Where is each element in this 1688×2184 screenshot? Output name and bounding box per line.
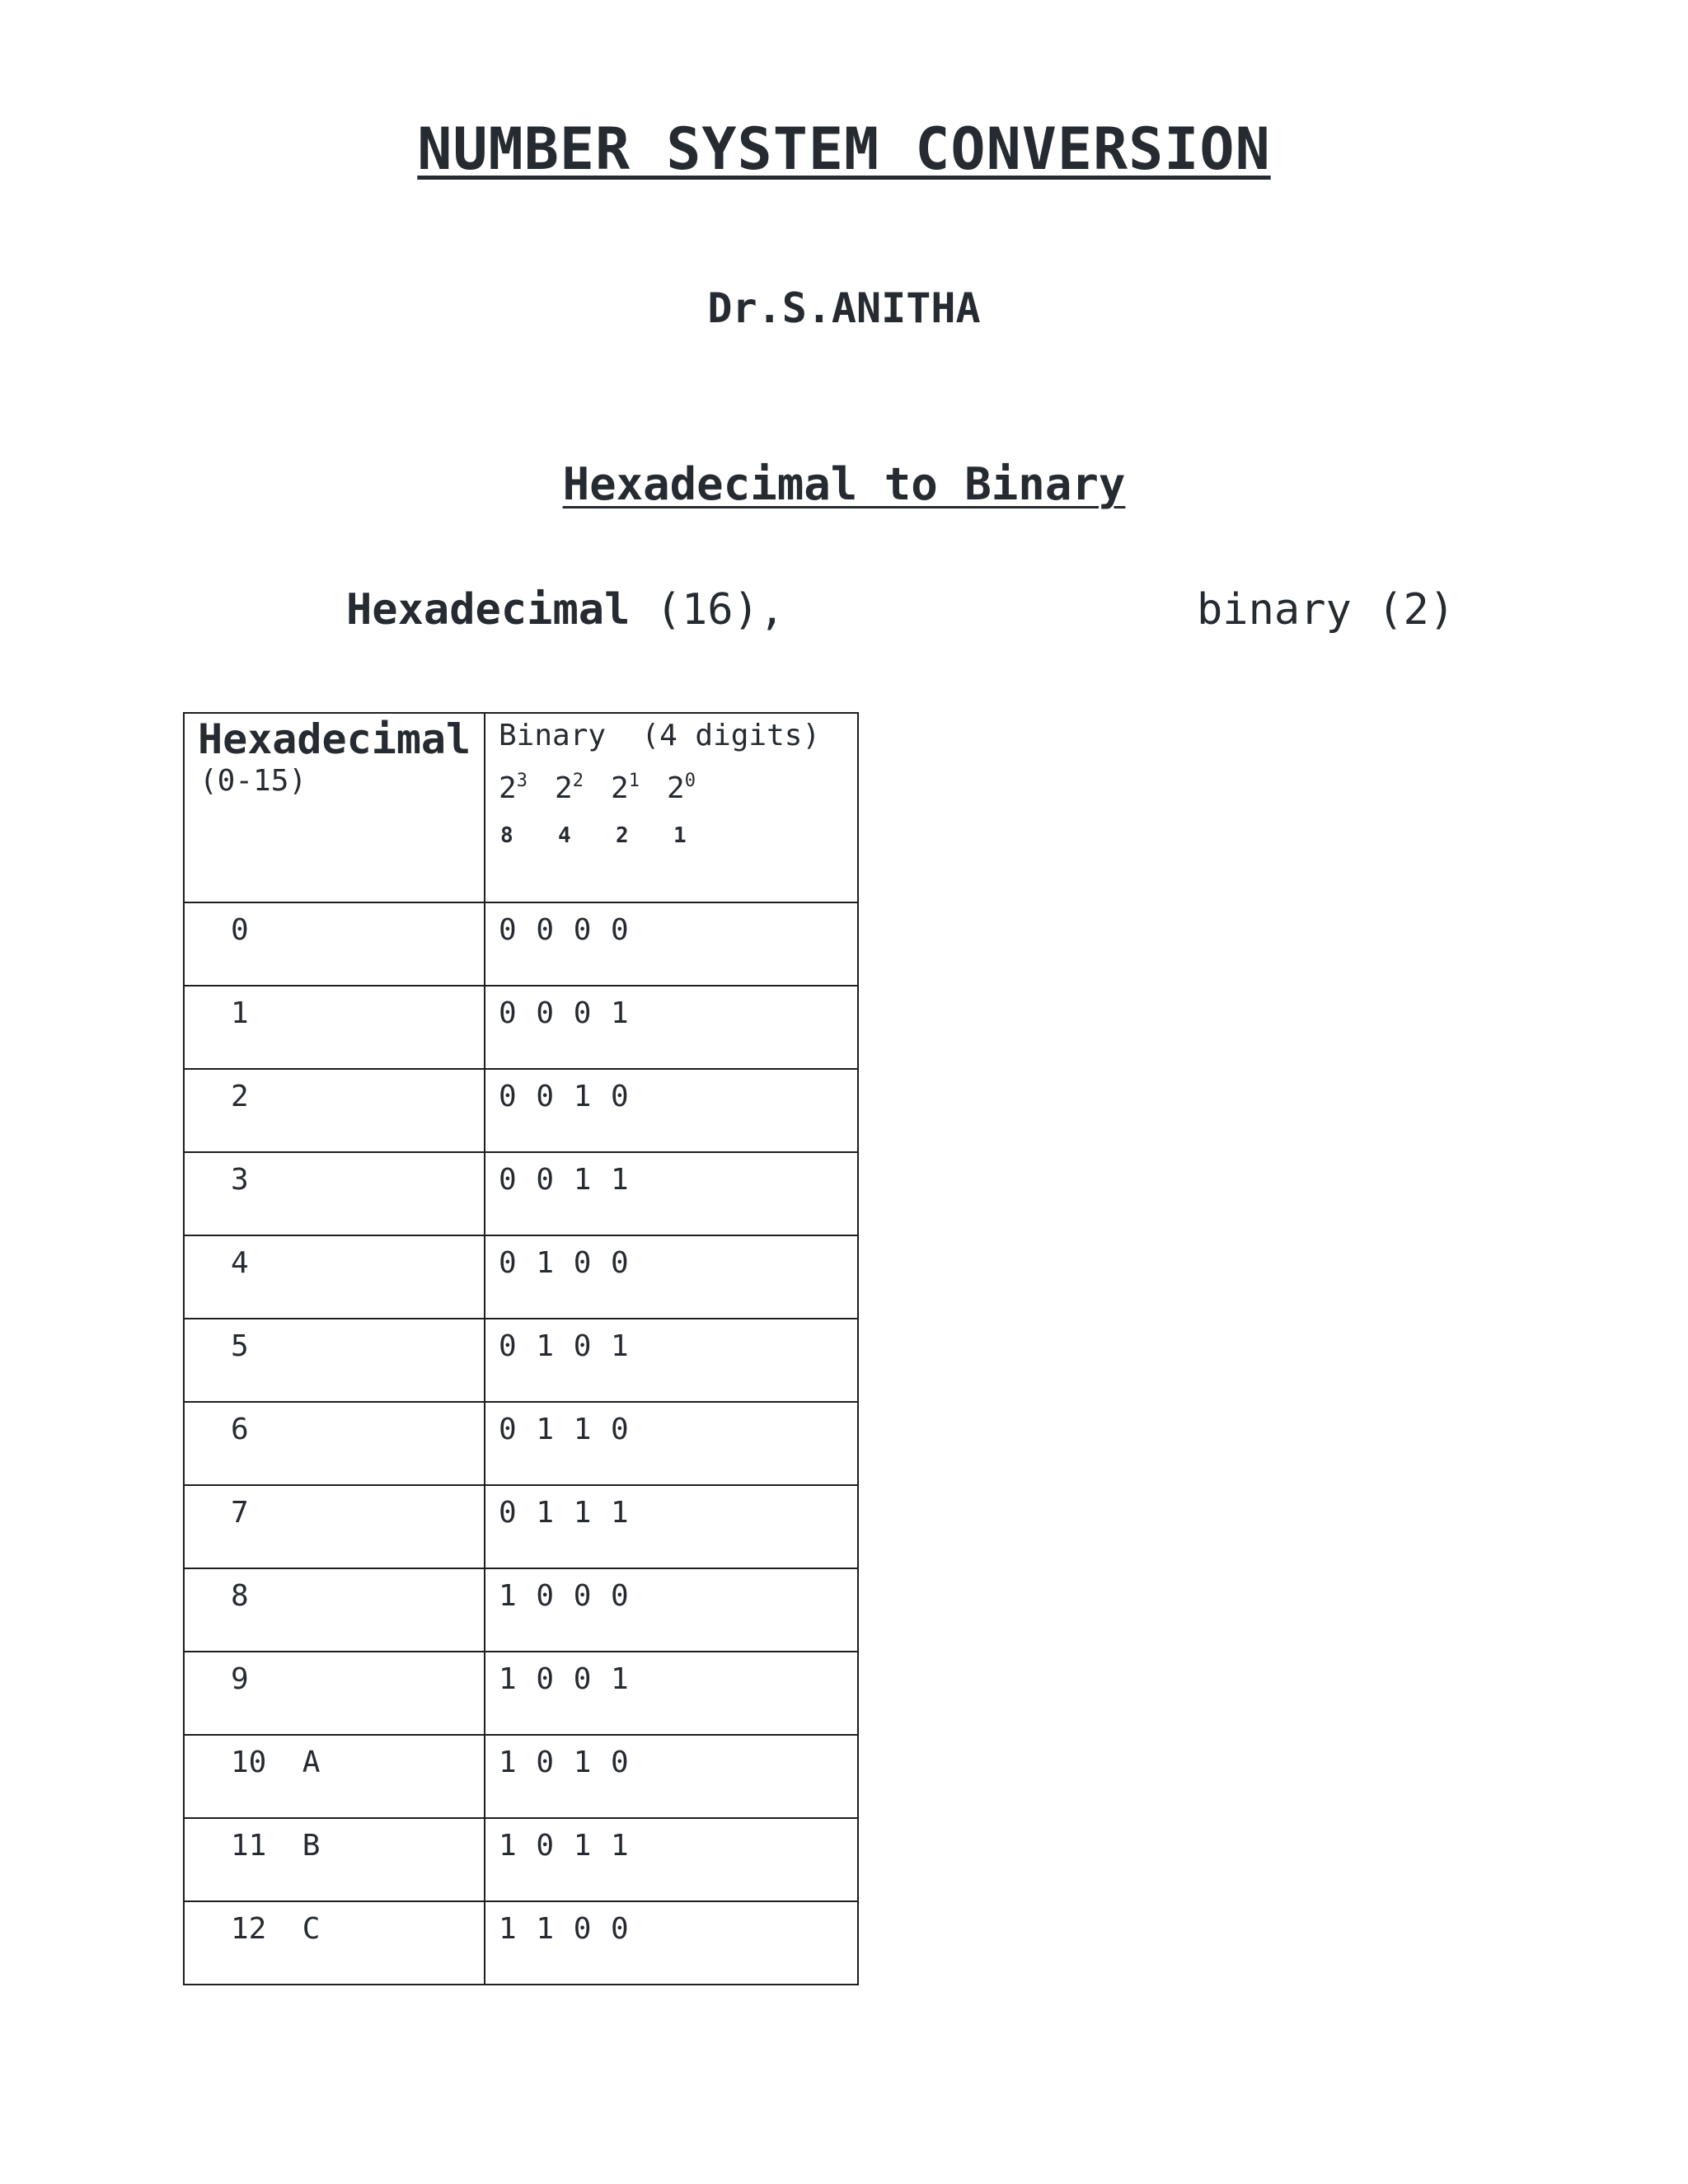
hex-value: 1 [231, 996, 249, 1030]
base-hex-label [346, 585, 785, 635]
binary-cell [485, 1402, 858, 1485]
header-bin-cell [485, 713, 858, 902]
hex-value: 4 [231, 1246, 249, 1280]
binary-value: 1 0 1 1 [499, 1829, 630, 1863]
table-row [184, 1319, 858, 1402]
binary-value: 1 0 0 0 [499, 1579, 630, 1613]
section-title-text: Hexadecimal to Binary [562, 458, 1126, 510]
table-header-row [184, 713, 858, 902]
base-bin-label: binary (2) [1197, 585, 1456, 635]
hex-cell [184, 1901, 485, 1985]
binary-cell [485, 1568, 858, 1652]
table-row [184, 986, 858, 1069]
binary-value: 0 1 0 0 [499, 1246, 630, 1280]
hex-cell [184, 1235, 485, 1319]
binary-cell [485, 986, 858, 1069]
table-row [184, 1069, 858, 1152]
header-hex-title: Hexadecimal [198, 715, 471, 763]
power-2-2 [555, 771, 611, 805]
hex-value: 10 A [231, 1746, 321, 1779]
hex-cell [184, 986, 485, 1069]
hex-cell [184, 1152, 485, 1235]
power-2-1 [611, 771, 667, 805]
header-powers [485, 752, 857, 805]
binary-value: 0 0 1 0 [499, 1080, 630, 1113]
header-weights [485, 805, 857, 848]
hex-value: 0 [231, 913, 249, 947]
power-base: 2 [667, 771, 685, 805]
binary-cell [485, 1485, 858, 1568]
table-row [184, 1735, 858, 1818]
conversion-table [183, 712, 859, 1985]
power-base: 2 [555, 771, 573, 805]
hex-value: 2 [231, 1080, 249, 1113]
binary-cell [485, 1069, 858, 1152]
binary-value: 0 1 1 1 [499, 1496, 630, 1530]
weight-4: 4 [558, 823, 571, 848]
document-title-text: NUMBER SYSTEM CONVERSION [417, 115, 1271, 183]
power-exponent: 3 [516, 771, 528, 791]
hex-value: 9 [231, 1662, 249, 1696]
power-base: 2 [499, 771, 517, 805]
table-row [184, 1901, 858, 1985]
binary-value: 0 0 0 0 [499, 913, 630, 947]
binary-value: 0 0 0 1 [499, 996, 630, 1030]
hex-cell [184, 1069, 485, 1152]
table-row [184, 1818, 858, 1901]
author-name: Dr.S.ANITHA [707, 284, 981, 332]
power-base: 2 [611, 771, 629, 805]
hex-value: 7 [231, 1496, 249, 1530]
base-hex-suffix: (16), [630, 585, 785, 635]
hex-cell [184, 1818, 485, 1901]
power-exponent: 2 [572, 771, 584, 791]
binary-value: 0 0 1 1 [499, 1163, 630, 1197]
hex-value: 3 [231, 1163, 249, 1197]
power-2-3 [499, 771, 555, 805]
hex-cell [184, 902, 485, 986]
binary-cell [485, 1652, 858, 1735]
power-2-0 [667, 771, 723, 805]
table-row [184, 1402, 858, 1485]
table-row [184, 902, 858, 986]
hex-cell [184, 1568, 485, 1652]
binary-value: 1 0 1 0 [499, 1746, 630, 1779]
binary-value: 1 1 0 0 [499, 1912, 630, 1946]
table-row [184, 1152, 858, 1235]
binary-cell [485, 1818, 858, 1901]
binary-cell [485, 1901, 858, 1985]
header-bin-title: Binary (4 digits) [499, 719, 821, 752]
binary-cell [485, 1319, 858, 1402]
hex-cell [184, 1402, 485, 1485]
weight-2: 2 [616, 823, 629, 848]
header-hex-range: (0-15) [199, 764, 307, 798]
table-row [184, 1235, 858, 1319]
hex-value: 5 [231, 1329, 249, 1363]
hex-cell [184, 1485, 485, 1568]
conversion-table-body [184, 713, 858, 1985]
table-row [184, 1485, 858, 1568]
binary-cell [485, 1735, 858, 1818]
binary-value: 0 1 1 0 [499, 1413, 630, 1446]
hex-cell [184, 1652, 485, 1735]
hex-cell [184, 1735, 485, 1818]
power-exponent: 1 [628, 771, 640, 791]
binary-cell [485, 902, 858, 986]
header-hex-cell [184, 713, 485, 902]
weight-1: 1 [673, 823, 687, 848]
power-exponent: 0 [684, 771, 696, 791]
hex-value: 12 C [231, 1912, 321, 1946]
hex-value: 11 B [231, 1829, 321, 1863]
binary-cell [485, 1235, 858, 1319]
base-hex-label-bold: Hexadecimal [346, 585, 631, 635]
hex-cell [184, 1319, 485, 1402]
document-title [0, 115, 1688, 183]
table-row [184, 1568, 858, 1652]
binary-cell [485, 1152, 858, 1235]
binary-value: 1 0 0 1 [499, 1662, 630, 1696]
binary-value: 0 1 0 1 [499, 1329, 630, 1363]
table-row [184, 1652, 858, 1735]
section-title [0, 458, 1688, 510]
hex-value: 6 [231, 1413, 249, 1446]
weight-8: 8 [500, 823, 513, 848]
hex-value: 8 [231, 1579, 249, 1613]
